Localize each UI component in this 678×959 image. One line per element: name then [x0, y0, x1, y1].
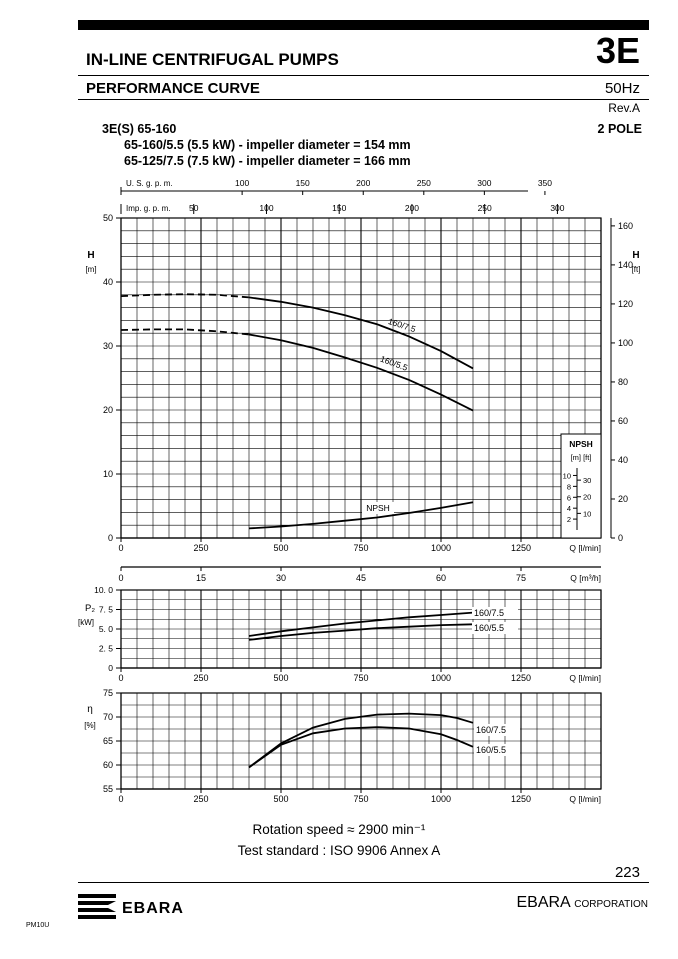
m3h-tick-label: 30 — [275, 573, 287, 583]
eff-x-tick-label: 250 — [193, 794, 209, 804]
power-ytick-label: 0 — [108, 663, 113, 673]
page-subtitle: PERFORMANCE CURVE — [86, 80, 260, 97]
head-ytick-label: 50 — [102, 213, 113, 223]
usgpm-tick-label: 100 — [235, 178, 250, 188]
series-code: 3E — [595, 30, 640, 71]
brand-logo-text: EBARA — [122, 900, 184, 917]
pole-label: 2 POLE — [597, 122, 642, 136]
eff-x-tick-label: 750 — [353, 794, 369, 804]
eff-ytick-label: 65 — [102, 736, 113, 746]
head-right-tick-label: 100 — [618, 337, 634, 348]
revision-label: Rev.A — [608, 101, 640, 115]
head-right-tick-label: 0 — [618, 533, 624, 543]
power-x-tick-label: 500 — [273, 673, 289, 683]
model-line-2: 65-125/7.5 (7.5 kW) - impeller diameter = 166 mm — [124, 154, 411, 168]
eff-x-tick-label: 1000 — [430, 794, 452, 804]
company-name — [516, 894, 648, 912]
power-x-tick-label: 0 — [118, 673, 124, 683]
power-ylabel: P₂ — [84, 603, 96, 614]
head-ytick-label: 10 — [102, 469, 113, 479]
m3h-tick-label: 75 — [515, 573, 527, 583]
npsh-inset-units: [m] [ft] — [570, 453, 592, 462]
npsh-inset-m-label: 6 — [566, 493, 571, 503]
power-series-label: 160/5.5 — [474, 623, 505, 633]
power-ytick-label: 5. 0 — [98, 624, 113, 634]
impgpm-tick-label: 300 — [550, 203, 565, 213]
power-ytick-label: 7. 5 — [98, 604, 113, 615]
m3h-tick-label: 0 — [118, 573, 124, 583]
npsh-inset-m-label: 4 — [566, 504, 571, 514]
npsh-inset-m-label: 10 — [562, 471, 571, 481]
eff-ylabel-unit: [%] — [84, 721, 96, 730]
impgpm-label: Imp. g. p. m. — [126, 204, 171, 213]
eff-x-tick-label: 1250 — [510, 794, 532, 804]
head-ylabel: H — [87, 250, 95, 261]
eff-series-label: 160/5.5 — [476, 745, 507, 755]
head-right-tick-label: 140 — [618, 259, 634, 270]
head-right-ylabel-unit: [ft] — [631, 265, 641, 274]
power-x-tick-label: 250 — [193, 673, 209, 683]
curve-label-160-5-5: 160/5.5 — [378, 353, 410, 373]
impgpm-tick-label: 100 — [259, 203, 274, 213]
company-suffix: CORPORATION — [574, 899, 648, 910]
head-x-tick-label: 750 — [353, 543, 369, 553]
usgpm-tick-label: 200 — [356, 178, 371, 188]
power-ytick-label: 10. 0 — [94, 585, 113, 595]
head-x-tick-label: 500 — [273, 543, 289, 553]
m3h-tick-label: 60 — [435, 573, 447, 583]
head-right-tick-label: 120 — [618, 298, 634, 309]
impgpm-tick-label: 200 — [404, 203, 420, 213]
npsh-inset-m-label: 8 — [566, 482, 571, 492]
frequency-label: 50Hz — [604, 80, 640, 97]
npsh-inset-ft-label: 10 — [583, 509, 592, 519]
eff-x-tick-label: 0 — [118, 794, 124, 804]
head-x-label: Q [l/min] — [569, 543, 601, 553]
power-ytick-label: 2. 5 — [98, 643, 113, 654]
head-x-tick-label: 1250 — [510, 543, 532, 553]
eff-ytick-label: 75 — [102, 688, 113, 698]
npsh-inset-title: NPSH — [569, 439, 593, 449]
test-standard: Test standard : ISO 9906 Annex A — [237, 843, 441, 858]
curve-label-160-7-5: 160/7.5 — [386, 316, 417, 335]
power-x-tick-label: 750 — [353, 673, 369, 683]
power-x-label: Q [l/min] — [569, 673, 601, 683]
m3h-tick-label: 15 — [195, 573, 207, 583]
npsh-inset-m-label: 2 — [566, 515, 571, 525]
eff-ytick-label: 55 — [102, 784, 113, 794]
head-x-tick-label: 1000 — [430, 543, 452, 553]
head-right-tick-label: 80 — [618, 376, 629, 387]
impgpm-tick-label: 150 — [332, 203, 347, 213]
power-x-tick-label: 1250 — [510, 673, 532, 683]
head-ytick-label: 40 — [102, 277, 113, 287]
model-name: 3E(S) 65-160 — [102, 122, 177, 136]
page-number: 223 — [614, 864, 640, 881]
document-code: PM10U — [26, 922, 50, 929]
head-right-tick-label: 20 — [618, 493, 629, 504]
ebara-logo-icon — [78, 891, 120, 921]
usgpm-label: U. S. g. p. m. — [126, 179, 173, 188]
head-x-tick-label: 250 — [193, 543, 209, 553]
usgpm-tick-label: 350 — [537, 178, 553, 188]
head-ytick-label: 30 — [102, 341, 113, 351]
eff-ylabel: η — [87, 704, 93, 715]
head-right-tick-label: 40 — [618, 454, 629, 465]
eff-series-label: 160/7.5 — [476, 725, 507, 735]
npsh-inset-ft-label: 30 — [583, 476, 592, 486]
curve-label-npsh: NPSH — [366, 503, 390, 513]
head-x-tick-label: 0 — [118, 543, 124, 553]
m3h-tick-label: 45 — [355, 573, 367, 583]
m3h-label: Q [m³/h] — [570, 573, 601, 583]
usgpm-tick-label: 300 — [477, 178, 492, 188]
head-ylabel-unit: [m] — [85, 265, 97, 274]
usgpm-tick-label: 150 — [295, 178, 310, 188]
model-line-1: 65-160/5.5 (5.5 kW) - impeller diameter = 154 mm — [124, 138, 411, 152]
head-right-tick-label: 160 — [618, 220, 634, 231]
eff-ytick-label: 70 — [102, 712, 113, 722]
impgpm-tick-label: 250 — [477, 203, 492, 213]
head-ytick-label: 20 — [102, 405, 113, 415]
usgpm-tick-label: 250 — [416, 178, 431, 188]
eff-x-tick-label: 500 — [273, 794, 289, 804]
power-x-tick-label: 1000 — [430, 673, 452, 683]
eff-x-label: Q [l/min] — [569, 794, 601, 804]
head-right-tick-label: 60 — [618, 415, 629, 426]
rotation-speed: Rotation speed ≈ 2900 min⁻¹ — [252, 822, 426, 837]
company-name-text: EBARA — [516, 894, 570, 911]
head-ytick-label: 0 — [107, 533, 113, 543]
page-title: IN-LINE CENTRIFUGAL PUMPS — [86, 50, 339, 69]
npsh-inset-ft-label: 20 — [583, 492, 592, 502]
divider — [78, 882, 649, 883]
power-series-label: 160/7.5 — [474, 608, 505, 618]
impgpm-tick-label: 50 — [189, 203, 199, 213]
head-right-ylabel: H — [632, 250, 640, 261]
eff-ytick-label: 60 — [102, 760, 113, 770]
power-ylabel-unit: [kW] — [78, 618, 94, 627]
